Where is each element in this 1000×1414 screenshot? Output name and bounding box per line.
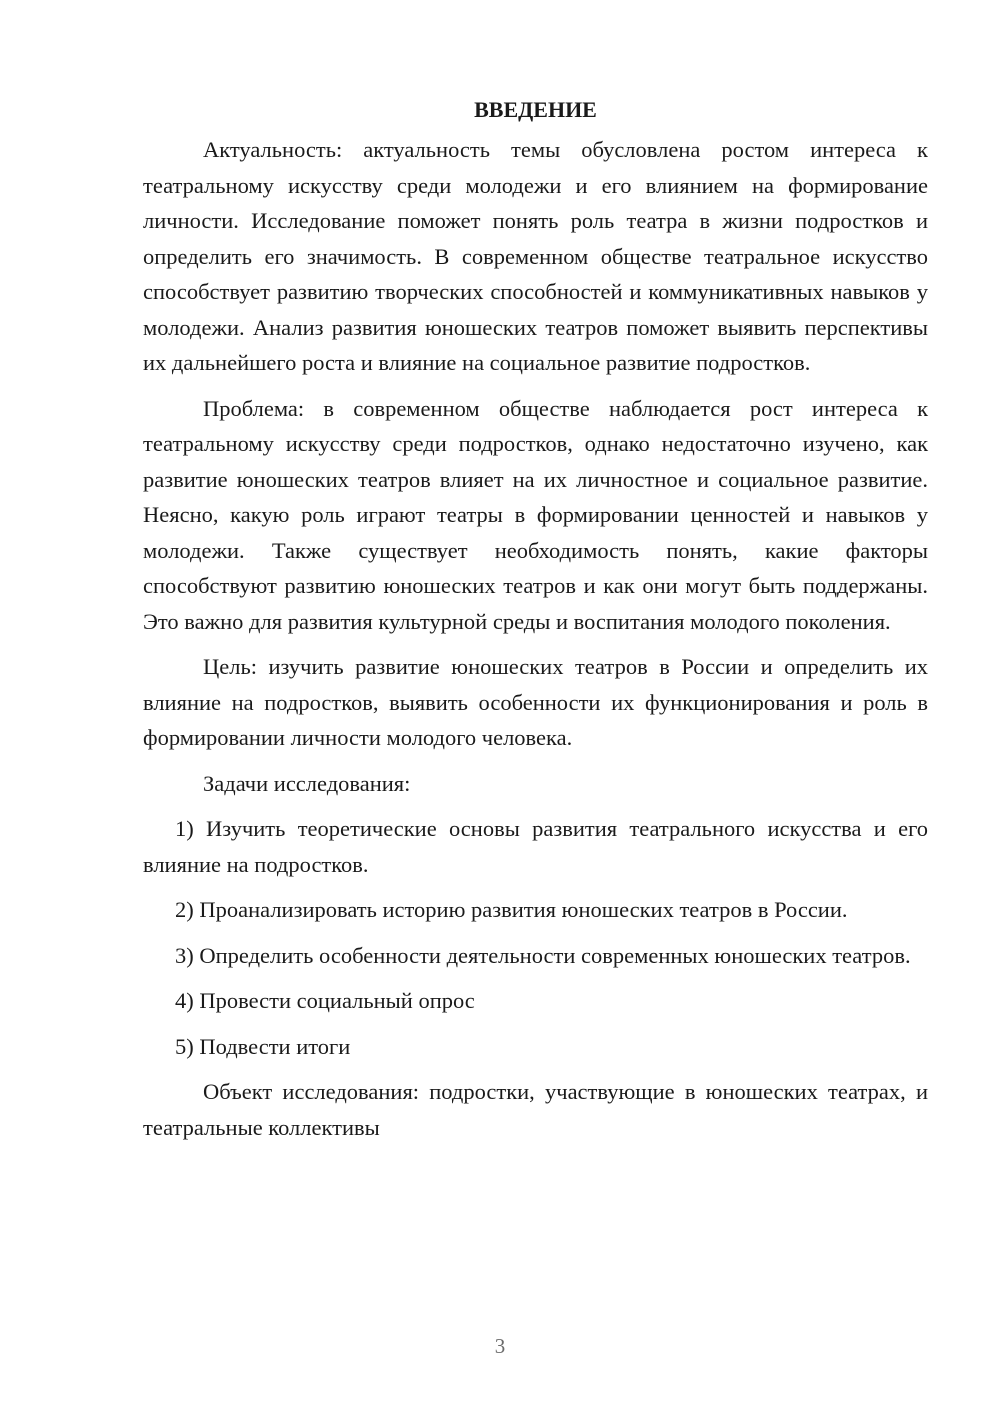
tasks-list: [143, 811, 928, 1064]
list-item: 2) Проанализировать историю развития юношеских театров в России.: [175, 897, 848, 922]
document-page: [143, 92, 928, 1155]
list-item: 3) Определить особенности деятельности современных юношеских театров.: [175, 942, 911, 968]
list-item: 1) Изучить теоретические основы развития театрального искусства и его влияние на подростков.: [143, 816, 928, 877]
tasks-heading: Задачи исследования:: [203, 770, 411, 796]
object-paragraph: Объект исследования: подростки, участвующие в юношеских театрах, и театральные коллективы: [143, 1079, 928, 1140]
goal-paragraph: Цель: изучить развитие юношеских театров в России и определить их влияние на подростков, выявить особенности их функционирования и роль в формировании личности молодого человека.: [143, 654, 928, 750]
list-item: 5) Подвести итоги: [175, 1033, 351, 1059]
relevance-paragraph: Актуальность: актуальность темы обусловлена ростом интереса к театральному искусству среди молодежи и его влиянием на формирование личности. Исследование поможет понять роль театра в жизни подростков и определить его значимость. В современном обществе театральное искусство способствует развитию творческих способностей и коммуникативных навыков у молодежи. Анализ развития юношеских театров поможет выявить перспективы их дальнейшего роста и влияние на социальное развитие подростков.: [143, 137, 928, 375]
page-title: ВВЕДЕНИЕ: [474, 97, 597, 122]
list-item: 4) Провести социальный опрос: [175, 988, 475, 1013]
page-number: 3: [494, 1334, 506, 1358]
problem-paragraph: Проблема: в современном обществе наблюдается рост интереса к театральному искусству среди подростков, однако недостаточно изучено, как развитие юношеских театров влияет на их личностное и социальное развитие. Неясно, какую роль играют театры в формировании ценностей и навыков у молодежи. Также существует необходимость понять, какие факторы способствуют развитию юношеских театров и как они могут быть поддержаны. Это важно для развития культурной среды и воспитания молодого поколения.: [143, 395, 928, 634]
